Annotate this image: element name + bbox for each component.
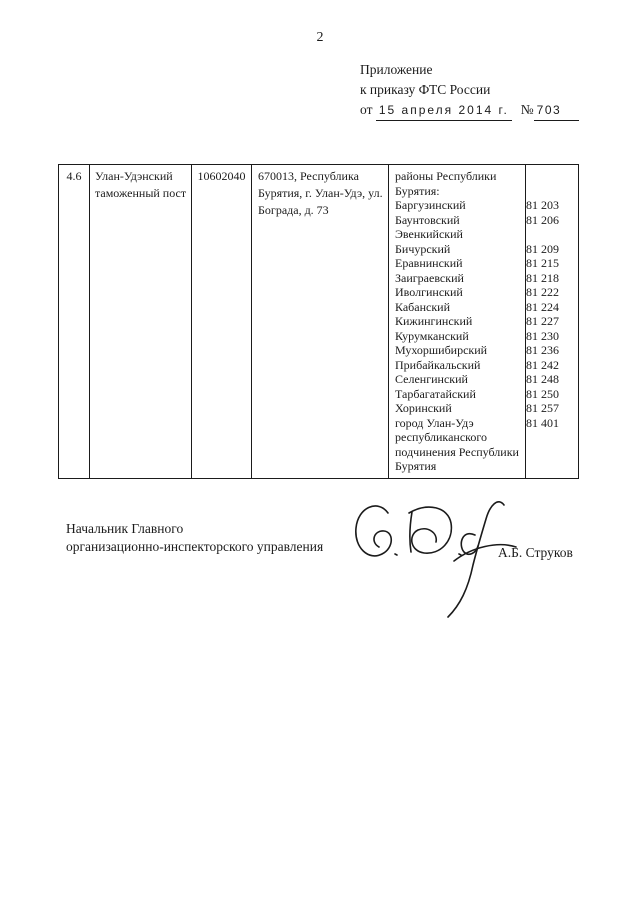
district-row	[389, 314, 578, 329]
signatory-title-line-1: Начальник Главного	[66, 521, 184, 536]
district-name: Иволгинский	[395, 285, 463, 299]
district-code: 81 209	[526, 241, 559, 256]
district-name: Заиграевский	[395, 270, 464, 285]
district-code: 81 222	[526, 285, 559, 299]
district-name: Селенгинский	[395, 372, 468, 386]
header-date-line	[360, 100, 579, 121]
district-code: 81 227	[526, 314, 559, 328]
district-row	[389, 387, 578, 402]
district-code: 81 242	[526, 357, 559, 372]
district-code: 81 230	[526, 328, 559, 343]
district-code: 81 218	[526, 270, 559, 285]
district-code: 81 250	[526, 386, 559, 401]
district-name: Баргузинский	[395, 198, 466, 212]
signatory-name: А.Б. Струков	[498, 545, 573, 560]
district-row	[389, 401, 578, 416]
district-row	[389, 372, 578, 387]
cell-row-index: 4.6	[66, 169, 82, 183]
cell-post-address: 670013, Республика Бурятия, г. Улан-Удэ, ул. Бограда, д. 73	[251, 165, 388, 478]
district-code: 81 257	[526, 401, 559, 415]
district-name: город Улан-Удэ республиканского подчинения Республики Бурятия	[395, 415, 519, 473]
district-code: 81 215	[526, 256, 559, 270]
district-row	[389, 213, 578, 242]
district-row	[389, 343, 578, 358]
signatory-title	[66, 520, 323, 555]
cell-post-name: Улан-Удэнский таможенный пост	[89, 165, 191, 478]
district-code: 81 206	[526, 212, 559, 227]
district-name: Баунтовский Эвенкийский	[395, 212, 463, 241]
district-row	[389, 416, 578, 474]
order-number-value: 703	[534, 102, 580, 121]
districts-header: районы Республики Бурятия:	[395, 169, 497, 198]
district-row	[389, 271, 578, 286]
district-row	[389, 198, 578, 213]
district-code: 81 236	[526, 343, 559, 357]
district-name: Еравнинский	[395, 256, 463, 270]
cell-post-code: 10602040	[191, 165, 251, 478]
district-code: 81 224	[526, 299, 559, 314]
district-row	[389, 329, 578, 344]
district-name: Мухоршибирский	[395, 343, 488, 357]
district-code: 81 248	[526, 372, 559, 386]
number-sign: №	[520, 102, 534, 117]
customs-post-table	[58, 164, 579, 479]
header-line-appendix: Приложение	[360, 62, 433, 77]
order-date-value: 15 апреля 2014 г.	[376, 102, 512, 121]
page-number: 2	[316, 30, 324, 45]
district-name: Бичурский	[395, 241, 451, 256]
appendix-header	[360, 60, 579, 121]
district-row	[389, 300, 578, 315]
column-divider	[525, 165, 526, 478]
district-name: Кижингинский	[395, 314, 473, 328]
header-line-order: к приказу ФТС России	[360, 82, 491, 97]
district-name: Хоринский	[395, 401, 452, 415]
district-name: Прибайкальский	[395, 357, 481, 372]
signature-autograph-icon	[348, 497, 518, 622]
signatory-title-line-2: организационно-инспекторского управления	[66, 538, 324, 554]
district-row	[389, 358, 578, 373]
district-code: 81 203	[526, 198, 559, 212]
district-row	[389, 285, 578, 300]
district-code: 81 401	[526, 415, 559, 430]
district-row	[389, 242, 578, 257]
cell-districts	[388, 165, 578, 478]
district-name: Курумканский	[395, 328, 469, 343]
district-row	[389, 256, 578, 271]
date-prefix: от	[360, 102, 373, 117]
district-name: Тарбагатайский	[395, 386, 476, 401]
district-name: Кабанский	[395, 299, 451, 314]
